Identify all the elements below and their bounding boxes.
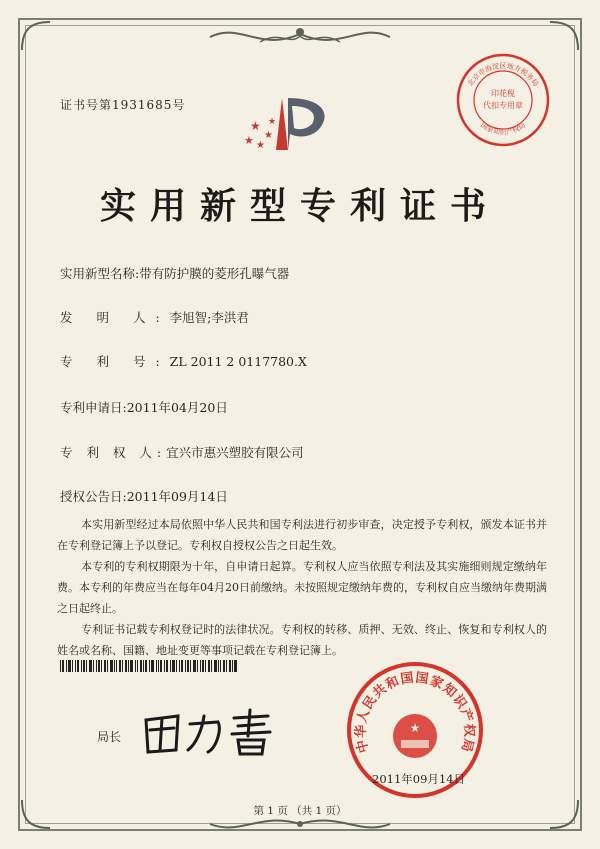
director-label: 局长	[97, 730, 122, 744]
svg-text:★: ★	[256, 140, 265, 151]
field-application-date: 专利申请日:2011年04月20日	[60, 400, 228, 415]
svg-text:★: ★	[268, 117, 277, 127]
top-ornament	[200, 22, 400, 52]
certificate-number: 证书号第1931685号	[60, 98, 186, 112]
page-footer: 第 1 页 （共 1 页）	[253, 805, 347, 817]
svg-text:★: ★	[244, 134, 254, 147]
page-title: 实用新型专利证书	[99, 185, 500, 227]
paragraph-term: 本专利的专利权期限为十年，自申请日起算。专利权人应当依照专利法及其实施细则规定缴纳年费。本专利的年费应当在每年04月20日前缴纳。未按照规定缴纳年费的，专利权自应当缴纳年费期满之日起终止。	[57, 560, 547, 615]
paragraph-grant: 本实用新型经过本局依照中华人民共和国专利法进行初步审查，决定授予专利权，颁发本证书并在专利登记簿上予以登记。专利权自授权公告之日起生效。	[57, 518, 547, 552]
svg-text:北京市海淀区地方税务局: 北京市海淀区地方税务局	[466, 62, 540, 88]
paragraph-status: 专利证书记载专利权登记时的法律状况。专利权的转移、质押、无效、终止、恢复和专利权人的姓名或名称、国籍、地址变更等事项记载在专利登记簿上。	[57, 623, 547, 657]
tax-stamp-seal	[455, 52, 551, 148]
svg-text:代扣专用章: 代扣专用章	[483, 101, 523, 110]
svg-text:★: ★	[264, 130, 273, 141]
issue-date: 2011年09月14日	[372, 772, 466, 786]
director-signature	[138, 700, 278, 760]
field-inventor: 发 明 人:李旭智;李洪君	[60, 310, 249, 325]
patent-office-logo	[240, 90, 350, 165]
corner-ornament-tl	[20, 20, 60, 60]
svg-text:印花税: 印花税	[491, 89, 515, 98]
svg-text:国家知识产权局: 国家知识产权局	[479, 121, 527, 137]
field-patentee: 专 利 权 人:宜兴市惠兴塑胶有限公司	[60, 445, 304, 460]
svg-text:中华人民共和国国家知识产权局: 中华人民共和国国家知识产权局	[353, 670, 477, 755]
barcode	[60, 660, 240, 672]
svg-text:★: ★	[250, 119, 261, 133]
field-grant-date: 授权公告日:2011年09月14日	[60, 489, 228, 504]
field-utility-model-name: 实用新型名称:带有防护膜的菱形孔曝气器	[60, 266, 290, 281]
field-patent-number: 专 利 号:ZL 2011 2 0117780.X	[60, 354, 307, 369]
svg-text:★: ★	[409, 721, 421, 735]
